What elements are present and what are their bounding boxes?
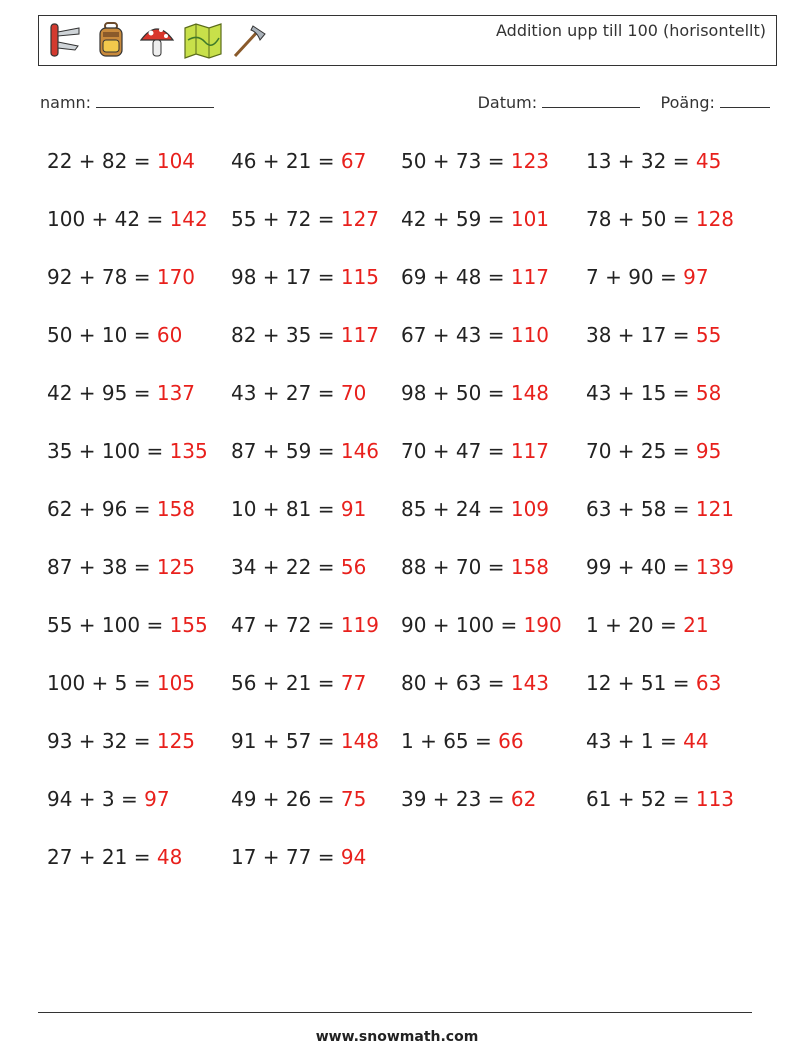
problem-question: 50 + 73 = [401,149,511,173]
problem-answer: 119 [340,613,380,637]
problem-answer: 158 [510,555,550,579]
problem-answer: 66 [498,729,524,753]
problem-item [401,729,524,753]
problem-answer: 125 [156,729,196,753]
problem-answer: 44 [683,729,709,753]
mushroom-icon [137,20,177,60]
problem-item [231,729,379,753]
problem-item [231,265,379,289]
problem-question: 42 + 59 = [401,207,511,231]
problem-answer: 67 [340,149,367,173]
problem-question: 78 + 50 = [586,207,696,231]
score-blank [720,93,770,108]
problem-answer: 45 [695,149,722,173]
problem-question: 93 + 32 = [47,729,157,753]
name-blank [96,93,214,108]
problem-item [586,439,721,463]
problem-answer: 104 [156,149,196,173]
date-label: Datum: [477,93,538,112]
problem-question: 1 + 20 = [586,613,684,637]
footer-divider [38,1012,752,1013]
problem-answer: 95 [695,439,722,463]
problem-question: 88 + 70 = [401,555,511,579]
problem-question: 50 + 10 = [47,323,157,347]
problem-item [401,497,549,521]
problem-question: 38 + 17 = [586,323,696,347]
problem-question: 10 + 81 = [231,497,341,521]
problem-answer: 60 [156,323,183,347]
problem-item [47,845,182,869]
problem-item [586,149,721,173]
problem-answer: 63 [695,671,722,695]
problem-answer: 158 [156,497,196,521]
problem-answer: 143 [510,671,550,695]
problem-answer: 105 [156,671,196,695]
problem-answer: 101 [510,207,550,231]
problem-question: 87 + 59 = [231,439,341,463]
problem-answer: 123 [510,149,550,173]
score-label: Poäng: [660,93,715,112]
problem-answer: 135 [169,439,208,463]
problem-item [586,555,734,579]
problem-question: 100 + 5 = [47,671,157,695]
problem-question: 98 + 17 = [231,265,341,289]
problem-item [231,555,366,579]
problem-item [586,787,734,811]
problem-item [47,729,195,753]
problem-answer: 170 [156,265,196,289]
problem-question: 61 + 52 = [586,787,696,811]
problem-item [47,787,170,811]
problem-answer: 97 [144,787,170,811]
problem-answer: 121 [695,497,735,521]
problem-answer: 127 [340,207,380,231]
problem-answer: 77 [340,671,367,695]
page-title: Addition upp till 100 (horisontellt) [496,21,766,40]
pocketknife-icon [45,20,85,60]
problem-question: 17 + 77 = [231,845,341,869]
problem-answer: 155 [169,613,208,637]
date-score-field [478,93,770,112]
problem-question: 34 + 22 = [231,555,341,579]
problem-item [47,613,208,637]
problem-question: 98 + 50 = [401,381,511,405]
problem-item [47,497,195,521]
problem-item [231,671,366,695]
problem-item [47,207,208,231]
problem-question: 63 + 58 = [586,497,696,521]
problem-answer: 137 [156,381,196,405]
problem-answer: 146 [340,439,380,463]
problem-item [47,671,195,695]
problem-answer: 125 [156,555,196,579]
date-blank [542,93,640,108]
problem-item [47,323,182,347]
problem-answer: 97 [683,265,709,289]
problem-item [586,265,709,289]
problem-item [401,787,536,811]
problem-question: 80 + 63 = [401,671,511,695]
problem-question: 90 + 100 = [401,613,524,637]
problem-question: 82 + 35 = [231,323,341,347]
name-label: namn: [40,93,92,112]
problem-question: 35 + 100 = [47,439,170,463]
problem-answer: 62 [510,787,537,811]
problem-item [231,613,379,637]
problem-question: 27 + 21 = [47,845,157,869]
problem-item [586,613,709,637]
problem-question: 13 + 32 = [586,149,696,173]
name-field [40,93,214,112]
problem-question: 92 + 78 = [47,265,157,289]
problem-question: 22 + 82 = [47,149,157,173]
problem-question: 39 + 23 = [401,787,511,811]
problem-question: 46 + 21 = [231,149,341,173]
problem-question: 43 + 1 = [586,729,684,753]
problem-item [47,555,195,579]
problem-item [47,439,208,463]
problem-answer: 91 [340,497,367,521]
header-box [38,15,777,66]
problem-answer: 128 [695,207,735,231]
problem-item [231,787,366,811]
problem-answer: 94 [340,845,367,869]
problem-item [586,671,721,695]
problem-question: 67 + 43 = [401,323,511,347]
problem-item [231,439,379,463]
problem-item [586,207,734,231]
problem-question: 85 + 24 = [401,497,511,521]
problem-question: 62 + 96 = [47,497,157,521]
problem-answer: 75 [340,787,367,811]
problem-answer: 117 [510,265,550,289]
problem-answer: 117 [510,439,550,463]
problem-question: 91 + 57 = [231,729,341,753]
problem-answer: 109 [510,497,550,521]
problem-item [231,149,366,173]
problem-answer: 21 [683,613,709,637]
problem-item [401,439,549,463]
problem-item [231,323,379,347]
problem-item [401,149,549,173]
problem-answer: 142 [169,207,208,231]
problem-item [586,381,721,405]
problem-item [231,207,379,231]
problem-item [586,729,709,753]
problem-item [401,323,549,347]
problem-answer: 148 [340,729,380,753]
problem-item [401,207,549,231]
problem-item [231,381,366,405]
problem-answer: 148 [510,381,550,405]
problem-question: 12 + 51 = [586,671,696,695]
problem-answer: 110 [510,323,550,347]
problem-question: 47 + 72 = [231,613,341,637]
problem-item [401,555,549,579]
problem-question: 70 + 47 = [401,439,511,463]
problem-answer: 70 [340,381,367,405]
problem-item [586,323,721,347]
problem-question: 55 + 72 = [231,207,341,231]
problem-question: 43 + 15 = [586,381,696,405]
problem-question: 56 + 21 = [231,671,341,695]
problem-answer: 190 [523,613,562,637]
problem-answer: 139 [695,555,735,579]
problem-question: 94 + 3 = [47,787,145,811]
problem-answer: 56 [340,555,367,579]
problem-answer: 115 [340,265,380,289]
problem-answer: 48 [156,845,183,869]
backpack-icon [91,20,131,60]
problem-answer: 117 [340,323,380,347]
problem-item [231,845,366,869]
problem-question: 55 + 100 = [47,613,170,637]
axe-icon [229,20,269,60]
problem-item [47,149,195,173]
footer-url: www.snowmath.com [315,1029,479,1045]
problem-item [231,497,366,521]
problem-answer: 58 [695,381,722,405]
map-icon [183,20,223,60]
problem-question: 49 + 26 = [231,787,341,811]
problem-question: 43 + 27 = [231,381,341,405]
problem-question: 69 + 48 = [401,265,511,289]
problem-question: 1 + 65 = [401,729,499,753]
problem-question: 87 + 38 = [47,555,157,579]
problem-item [401,265,549,289]
problem-question: 70 + 25 = [586,439,696,463]
problem-question: 99 + 40 = [586,555,696,579]
problem-item [401,613,562,637]
problem-item [401,381,549,405]
problem-answer: 113 [695,787,735,811]
problem-question: 100 + 42 = [47,207,170,231]
problem-item [47,381,195,405]
problem-item [401,671,549,695]
problem-question: 42 + 95 = [47,381,157,405]
icon-strip [45,20,269,60]
problem-item [47,265,195,289]
problem-answer: 55 [695,323,722,347]
problem-item [586,497,734,521]
problem-question: 7 + 90 = [586,265,684,289]
